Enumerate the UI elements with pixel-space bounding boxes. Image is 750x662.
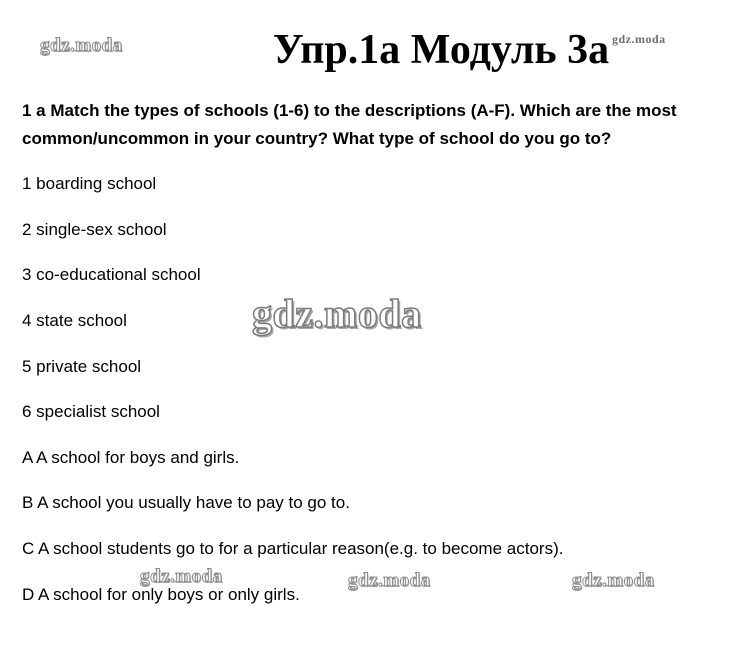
watermark-bottom-right: gdz.moda — [572, 570, 655, 591]
description-d: D A school for only boys or only girls. — [22, 585, 300, 604]
watermark-bottom-left: gdz.moda — [140, 566, 223, 587]
school-type-5: 5 private school — [22, 357, 142, 376]
watermark-bottom-center: gdz.moda — [348, 570, 431, 591]
page-title: Упр.1а Модуль 3а — [272, 27, 610, 73]
watermark-center: gdz.moda — [252, 291, 422, 336]
description-b: B A school you usually have to pay to go to. — [22, 493, 350, 512]
school-type-3: 3 co-educational school — [22, 265, 201, 284]
task-instruction: 1 a Match the types of schools (1-6) to the descriptions (A-F). Which are the most common/uncommon in your country? What type of school do you go to? — [22, 101, 677, 148]
school-type-2: 2 single-sex school — [22, 220, 167, 239]
watermark-top-left: gdz.moda — [40, 35, 123, 56]
school-type-4: 4 state school — [22, 311, 127, 330]
school-type-6: 6 specialist school — [22, 402, 160, 421]
description-c: C A school students go to for a particular reason(e.g. to become actors). — [22, 539, 564, 558]
school-type-1: 1 boarding school — [22, 174, 157, 193]
watermark-top-right: gdz.moda — [612, 32, 666, 46]
description-a: A A school for boys and girls. — [22, 448, 240, 467]
